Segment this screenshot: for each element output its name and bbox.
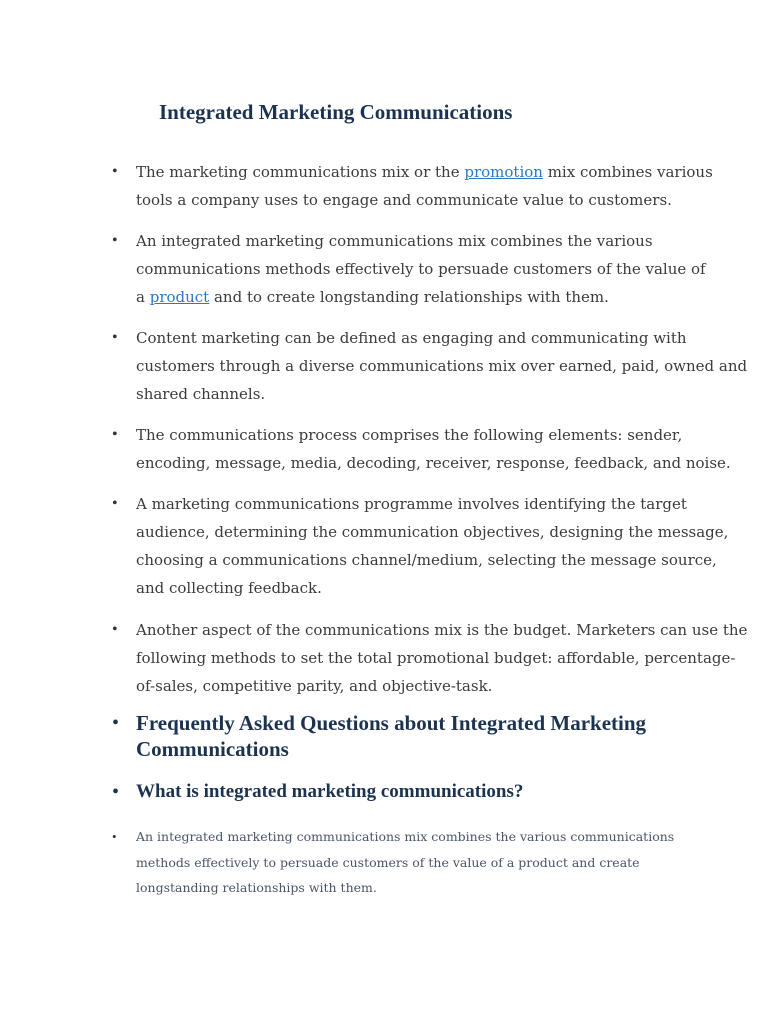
text-line: and collecting feedback. (136, 579, 322, 597)
list-item-text (136, 421, 731, 477)
page-title: Integrated Marketing Communications (159, 100, 513, 124)
text-run: a (136, 288, 150, 306)
text-line (136, 283, 696, 311)
text-line: choosing a communications channel/medium, selecting the message source, (136, 551, 717, 569)
heading-line: Frequently Asked Questions about Integrated Marketing (136, 711, 647, 735)
bullet-marker: • (112, 495, 118, 512)
text-line: An integrated marketing communications mix combines the various (136, 232, 653, 250)
text-line: of-sales, competitive parity, and objective-task. (136, 677, 493, 695)
text-run: The marketing communications mix or the (136, 163, 465, 181)
bullet-marker: • (112, 781, 120, 803)
text-line: audience, determining the communication objectives, designing the message, (136, 523, 729, 541)
text-line: An integrated marketing communications mix combines the various communications (136, 829, 675, 844)
bullet-marker: • (112, 621, 118, 638)
list-item-text (136, 490, 729, 602)
text-line: customers through a diverse communications mix over earned, paid, owned and (136, 357, 748, 375)
text-line: shared channels. (136, 385, 266, 403)
faq-heading (136, 710, 696, 762)
text-line: encoding, message, media, decoding, receiver, response, feedback, and noise. (136, 454, 731, 472)
text-line: following methods to set the total promotional budget: affordable, percentage- (136, 649, 736, 667)
text-run: mix combines various (542, 163, 713, 181)
bullet-marker: • (112, 712, 120, 734)
text-line (136, 158, 713, 186)
text-line: tools a company uses to engage and communicate value to customers. (136, 191, 672, 209)
promotion-link[interactable]: promotion (464, 163, 543, 181)
faq-answer (136, 824, 696, 901)
bullet-marker: • (112, 232, 118, 249)
text-line: The communications process comprises the following elements: sender, (136, 426, 683, 444)
text-line: methods effectively to persuade customers of the value of a product and create (136, 854, 640, 870)
text-line: Another aspect of the communications mix is the budget. Marketers can use the (136, 621, 748, 639)
heading-line: Communications (136, 737, 289, 761)
list-item-text (136, 616, 748, 700)
list-item-text (136, 324, 748, 408)
text-line: Content marketing can be defined as engaging and communicating with (136, 329, 687, 347)
product-link[interactable]: product (149, 288, 210, 306)
text-line: longstanding relationships with them. (136, 880, 377, 895)
faq-question: What is integrated marketing communications? (136, 781, 524, 802)
list-item-text (136, 227, 706, 311)
bullet-marker: • (112, 163, 118, 180)
text-run: and to create longstanding relationships with them. (209, 288, 609, 306)
bullet-marker: • (112, 329, 118, 346)
list-item-text (136, 158, 713, 214)
bullet-marker: • (112, 829, 117, 844)
bullet-marker: • (112, 426, 118, 443)
text-line: A marketing communications programme involves identifying the target (136, 495, 687, 513)
text-line: communications methods effectively to persuade customers of the value of (136, 260, 706, 278)
